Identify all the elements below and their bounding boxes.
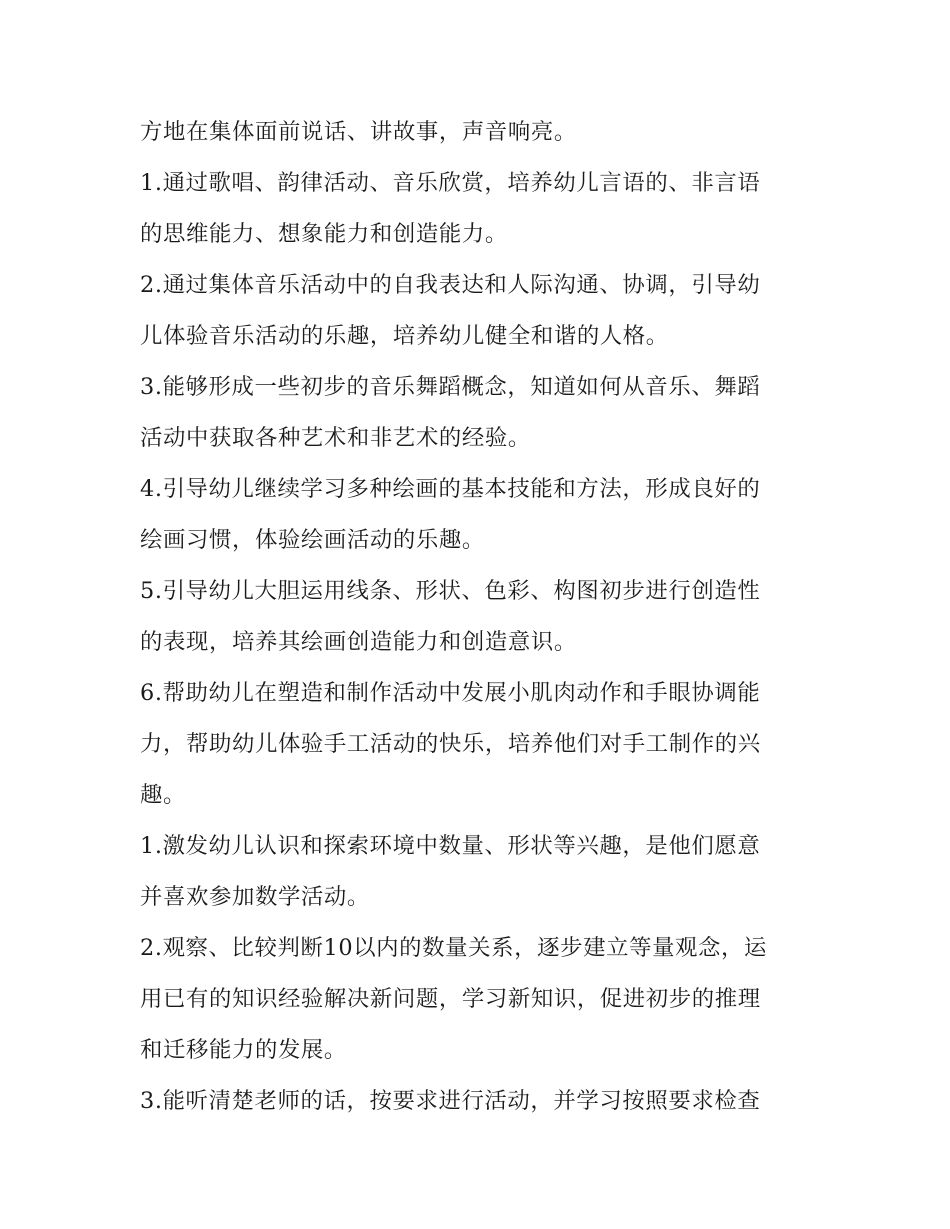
text-line: 3.能听清楚老师的话，按要求进行活动，并学习按照要求检查 (140, 1088, 761, 1114)
text-line: 并喜欢参加数学活动。 (140, 884, 370, 910)
text-line: 2.观察、比较判断10以内的数量关系，逐步建立等量观念，运 (140, 935, 768, 961)
text-line: 4.引导幼儿继续学习多种绘画的基本技能和方法，形成良好的 (140, 476, 761, 502)
text-line: 1.激发幼儿认识和探索环境中数量、形状等兴趣，是他们愿意 (140, 833, 761, 859)
text-line: 6.帮助幼儿在塑造和制作活动中发展小肌肉动作和手眼协调能 (140, 680, 761, 706)
text-line: 用已有的知识经验解决新问题，学习新知识，促进初步的推理 (140, 986, 761, 1012)
text-line: 2.通过集体音乐活动中的自我表达和人际沟通、协调，引导幼 (140, 272, 761, 298)
text-line: 和迁移能力的发展。 (140, 1037, 347, 1063)
text-line: 1.通过歌唱、韵律活动、音乐欣赏，培养幼儿言语的、非言语 (140, 170, 761, 196)
text-line: 方地在集体面前说话、讲故事，声音响亮。 (140, 119, 577, 145)
text-line: 5.引导幼儿大胆运用线条、形状、色彩、构图初步进行创造性 (140, 578, 761, 604)
text-line: 绘画习惯，体验绘画活动的乐趣。 (140, 527, 485, 553)
text-line: 的思维能力、想象能力和创造能力。 (140, 221, 508, 247)
document-body (140, 107, 820, 1127)
text-line: 活动中获取各种艺术和非艺术的经验。 (140, 425, 531, 451)
text-line: 儿体验音乐活动的乐趣，培养幼儿健全和谐的人格。 (140, 323, 669, 349)
text-line: 3.能够形成一些初步的音乐舞蹈概念，知道如何从音乐、舞蹈 (140, 374, 761, 400)
text-line: 的表现，培养其绘画创造能力和创造意识。 (140, 629, 577, 655)
text-line: 力，帮助幼儿体验手工活动的快乐，培养他们对手工制作的兴 (140, 731, 761, 757)
text-line: 趣。 (140, 782, 186, 808)
